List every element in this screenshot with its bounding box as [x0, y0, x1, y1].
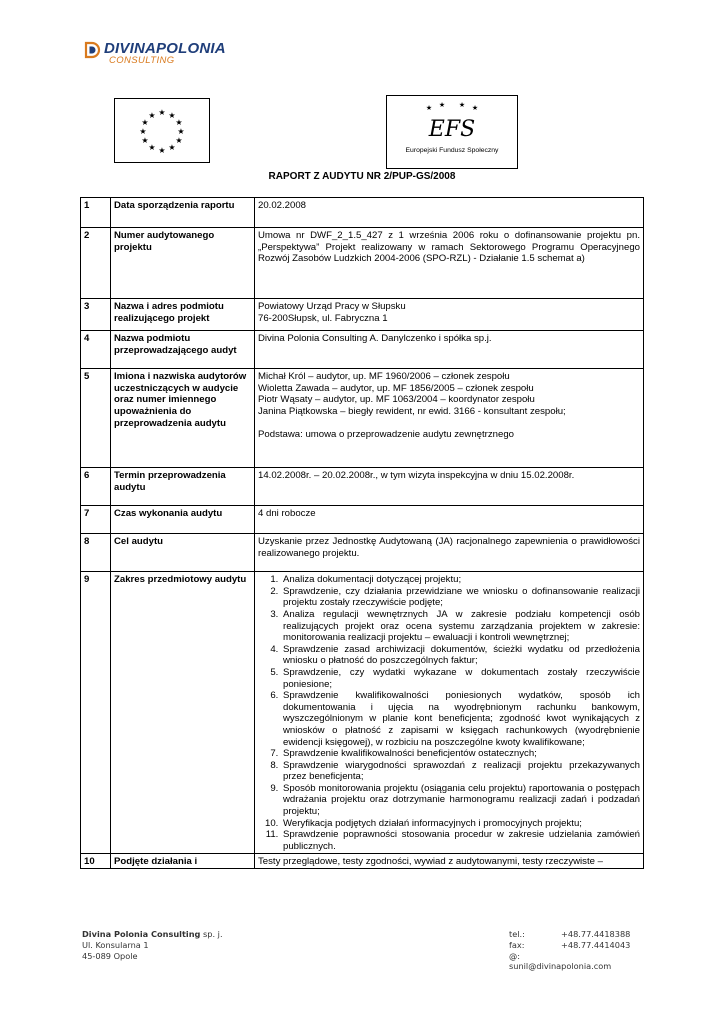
- svg-text:★: ★: [177, 127, 185, 136]
- svg-text:★: ★: [148, 111, 156, 120]
- svg-text:★: ★: [175, 136, 183, 145]
- email-label: @:: [509, 950, 520, 961]
- report-title: RAPORT Z AUDYTU NR 2/PUP-GS/2008: [268, 171, 456, 182]
- footer-contact: [509, 929, 649, 972]
- row-value: [255, 572, 644, 854]
- row-number: 1: [81, 198, 111, 228]
- list-item: 3. Analiza regulacji wewnętrznych JA w zakresie podziału kompetencji osób realizujących projekt oraz ocena systemu zarządzania projektem w zakresie: monitorowania realizacji projektu – ewaluacji i kontroli wewnętrznej;: [281, 609, 640, 644]
- tel-value: +48.77.4418388: [561, 929, 631, 939]
- list-item: 4. Sprawdzenie zasad archiwizacji dokumentów, ścieżki wydatku od przedłożenia wniosku o płatność do poszczególnych faktur;: [281, 644, 640, 667]
- row-number: 8: [81, 534, 111, 572]
- table-row: [81, 331, 644, 369]
- svg-text:★: ★: [425, 104, 433, 112]
- row-value: 14.02.2008r. – 20.02.2008r., w tym wizyta inspekcyjna w dniu 15.02.2008r.: [255, 468, 644, 506]
- svg-text:★: ★: [141, 136, 149, 145]
- table-row: [81, 198, 644, 228]
- footer-company-name: Divina Polonia Consulting: [82, 929, 201, 939]
- row-value: Umowa nr DWF_2_1.5_427 z 1 września 2006 roku o dofinansowanie projektu pn. „Perspektywa” Projekt realizowany w ramach Sektorowego Programu Operacyjnego Rozwój Zasobów Ludzkich 2004-2006 (SPO-RZL) - Działanie 1.5 schemat a): [255, 228, 644, 299]
- row-number: 4: [81, 331, 111, 369]
- tel-label: tel.:: [509, 929, 525, 939]
- fax-value: +48.77.4414043: [561, 939, 631, 950]
- company-name: DIVINAPOLONIA: [104, 40, 226, 57]
- row-number: 3: [81, 299, 111, 331]
- row-value: [255, 369, 644, 468]
- value-line: Powiatowy Urząd Pracy w Słupsku: [258, 301, 406, 312]
- auditor-line: Wioletta Zawada – audytor, up. MF 1856/2005 – członek zespołu: [258, 382, 534, 394]
- list-item: 9. Sposób monitorowania projektu (osiągania celu projektu) raportowania o postępach wdrażania projektu oraz dotrzymanie harmonogramu realizacji zadań i podzadań projektu;: [281, 783, 640, 818]
- row-label: Czas wykonania audytu: [111, 506, 255, 534]
- svg-text:★: ★: [168, 111, 176, 120]
- row-value: Uzyskanie przez Jednostkę Audytowaną (JA) racjonalnego zapewnienia o prawidłowości realizowanego projektu.: [255, 534, 644, 572]
- list-item: 10. Weryfikacja podjętych działań informacyjnych i promocyjnych projektu;: [281, 818, 640, 830]
- row-label: Numer audytowanego projektu: [111, 228, 255, 299]
- auditor-line: Piotr Wąsaty – audytor, up. MF 1063/2004 – koordynator zespołu: [258, 394, 535, 406]
- auditor-line: Janina Piątkowska – biegły rewident, nr ewid. 3166 - konsultant zespołu;: [258, 405, 566, 417]
- row-value: Divina Polonia Consulting A. Danylczenko i spółka sp.j.: [255, 331, 644, 369]
- list-item: 8. Sprawdzenie wiarygodności sprawozdań z realizacji projektu przekazywanych przez beneficjenta;: [281, 760, 640, 783]
- list-item: 5. Sprawdzenie, czy wydatki wykazane w dokumentach zostały rzeczywiście poniesione;: [281, 667, 640, 690]
- list-item: 11. Sprawdzenie poprawności stosowania procedur w zakresie udzielania zamówień publicznych.: [281, 829, 640, 852]
- email-link[interactable]: sunil@divinapolonia.com: [509, 961, 612, 972]
- footer-company-suffix: sp. j.: [200, 929, 223, 939]
- row-label: Cel audytu: [111, 534, 255, 572]
- row-label: Data sporządzenia raportu: [111, 198, 255, 228]
- table-row: [81, 854, 644, 869]
- row-number: 10: [81, 854, 111, 869]
- row-label: Termin przeprowadzenia audytu: [111, 468, 255, 506]
- auditor-line: Michał Król – audytor, up. MF 1960/2006 – członek zespołu: [258, 371, 510, 383]
- row-number: 7: [81, 506, 111, 534]
- svg-text:★: ★: [438, 101, 446, 109]
- company-logo: [82, 36, 282, 72]
- row-value: Testy przeglądowe, testy zgodności, wywiad z audytowanymi, testy rzeczywiste –: [255, 854, 644, 869]
- report-table: [80, 197, 644, 869]
- table-row: [81, 369, 644, 468]
- svg-text:★: ★: [168, 143, 176, 152]
- svg-text:★: ★: [458, 101, 466, 109]
- eu-stars-icon: [115, 99, 209, 162]
- footer-company: [82, 929, 342, 940]
- efs-stars-icon: [387, 96, 517, 148]
- svg-text:★: ★: [148, 143, 156, 152]
- svg-text:★: ★: [158, 146, 166, 155]
- svg-text:★: ★: [158, 108, 166, 117]
- table-row: [81, 572, 644, 854]
- row-label: Imiona i nazwiska audytorów uczestniczących w audycie oraz numer imiennego upoważnienia do przeprowadzenia audytu: [111, 369, 255, 468]
- svg-text:★: ★: [139, 127, 147, 136]
- row-number: 5: [81, 369, 111, 468]
- footer-address: [82, 929, 342, 961]
- list-item: 7. Sprawdzenie kwalifikowalności beneficjentów ostatecznych;: [281, 748, 640, 760]
- row-label: Nazwa podmiotu przeprowadzającego audyt: [111, 331, 255, 369]
- efs-logo: [386, 95, 518, 169]
- table-row: [81, 299, 644, 331]
- list-item: 2. Sprawdzenie, czy działania przewidziane we wniosku o dofinansowanie realizacji projektu zostały rzeczywiście podjęte;: [281, 586, 640, 609]
- row-label: Podjęte działania i: [111, 854, 255, 869]
- row-number: 2: [81, 228, 111, 299]
- logo-d-icon: [82, 40, 102, 60]
- row-label: Zakres przedmiotowy audytu: [111, 572, 255, 854]
- efs-caption: Europejski Fundusz Społeczny: [405, 147, 499, 154]
- value-line: 76-200Słupsk, ul. Fabryczna 1: [258, 312, 388, 324]
- company-sub: CONSULTING: [109, 55, 175, 66]
- row-value: [255, 299, 644, 331]
- list-item: 6. Sprawdzenie kwalifikowalności poniesionych wydatków, sposób ich dokumentowania i ujęcia na wyodrębnionym rachunku bankowym, wyszczególnionym w planie kont beneficjenta; zgodność kwot wynikających z wniosków o płatność z zapisami w księgach rachunkowych (wyodrębnienie ewidencji księgowej), w rozbiciu na poszczególne kwoty kwalifikowane;: [281, 690, 640, 748]
- efs-logo-text: EFS: [428, 117, 476, 142]
- table-row: [81, 468, 644, 506]
- table-row: [81, 506, 644, 534]
- row-value: 20.02.2008: [255, 198, 644, 228]
- audit-scope-list: [258, 574, 640, 852]
- row-label: Nazwa i adres podmiotu realizującego projekt: [111, 299, 255, 331]
- svg-text:★: ★: [471, 104, 479, 112]
- svg-text:★: ★: [141, 118, 149, 127]
- fax-label: fax:: [509, 939, 525, 950]
- audit-basis: Podstawa: umowa o przeprowadzenie audytu zewnętrznego: [258, 428, 514, 440]
- svg-text:★: ★: [175, 118, 183, 127]
- row-number: 9: [81, 572, 111, 854]
- table-row: [81, 534, 644, 572]
- footer-address-line: 45-089 Opole: [82, 950, 138, 961]
- eu-flag: [114, 98, 210, 163]
- footer-address-line: Ul. Konsularna 1: [82, 939, 149, 950]
- row-value: 4 dni robocze: [255, 506, 644, 534]
- list-item: 1. Analiza dokumentacji dotyczącej projektu;: [281, 574, 640, 586]
- row-number: 6: [81, 468, 111, 506]
- table-row: [81, 228, 644, 299]
